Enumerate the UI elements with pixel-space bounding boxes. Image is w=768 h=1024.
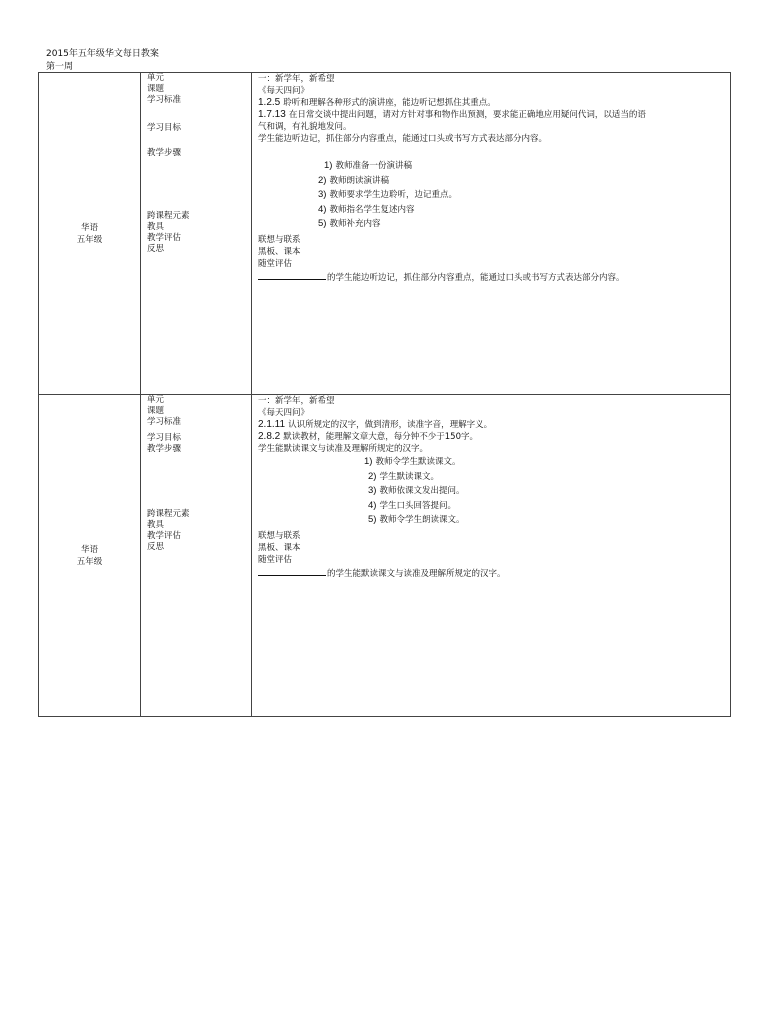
steps-list [258,455,724,528]
unit-label: 单元 [147,395,165,405]
step-number: 5) [368,514,377,525]
standard-item [258,109,724,121]
topic-value: 《每天四问》 [258,408,310,418]
step-item [318,188,724,203]
subject-name: 华语 [80,222,98,233]
standard-text: 认识所规定的汉字，做到清形，读准字音，理解字义。 [288,420,493,430]
step-number: 1) [364,456,373,467]
cross-label: 跨课程元素 [147,509,190,519]
objective-label: 学习目标 [147,433,182,443]
document-title: 2015年五年级华文每日教案 [46,49,159,59]
step-number: 5) [318,218,327,229]
step-item [364,455,724,470]
standard-item [258,419,724,431]
lesson-row [39,395,731,717]
reflection-line [258,566,724,580]
topic-value: 《每天四问》 [258,86,310,96]
cross-label: 跨课程元素 [147,211,190,221]
label-column [141,395,252,717]
aids-value: 黑板、课本 [258,542,301,553]
standard-item [258,431,724,443]
standard-text: 气和调，有礼貌地发问。 [258,122,352,132]
step-item [368,484,724,499]
reflection-blank [258,566,326,576]
step-item [368,470,724,485]
step-text: 教师要求学生边聆听，边记重点。 [329,190,457,200]
objective-value: 学生能默读课文与读准及理解所规定的汉字。 [258,444,429,454]
content-column [252,73,731,395]
standard-code: 2.8.2 [258,431,281,442]
aids-label: 教具 [147,520,165,530]
step-text: 教师依课文发出提问。 [379,486,465,496]
objective-value: 学生能边听边记，抓住部分内容重点，能通过口头或书写方式表达部分内容。 [258,134,548,144]
topic-label: 课题 [147,406,165,416]
standard-code: 1.2.5 [258,97,281,108]
label-column [141,73,252,395]
grade-name: 五年级 [76,234,103,245]
step-number: 3) [318,189,327,200]
reflection-blank [258,270,326,280]
step-text: 教师补充内容 [329,219,381,229]
reflection-value: 的学生能默读课文与读准及理解所规定的汉字。 [327,568,506,579]
standard-code: 2.1.11 [258,419,286,430]
unit-value: 一：新学年，新希望 [258,396,335,406]
step-item [368,499,724,514]
step-text: 教师准备一份演讲稿 [335,161,412,171]
document-header [46,48,159,74]
subject-cell [39,73,141,395]
step-number: 3) [368,485,377,496]
steps-list [258,159,724,232]
reflection-value: 的学生能边听边记，抓住部分内容重点，能通过口头或书写方式表达部分内容。 [327,272,625,283]
step-number: 2) [368,470,377,482]
step-item [324,159,724,174]
step-number: 2) [318,174,327,186]
assessment-value: 随堂评估 [258,258,293,269]
step-item [318,174,724,189]
subject-cell [39,395,141,717]
step-item [318,217,724,232]
cross-value: 联想与联系 [258,234,301,245]
standard-item [258,121,724,133]
standard-text: 默读教材，能理解文章大意，每分钟不少于150字。 [283,432,478,442]
step-number: 4) [318,203,327,215]
standard-text: 在日常交谈中提出问题，请对方针对事和物作出预测，要求能正确地应用疑问代词，以适当的语 [288,110,646,120]
lesson-plan-table [38,72,731,717]
step-item [318,203,724,218]
reflection-label: 反思 [147,244,165,254]
content-column [252,395,731,717]
aids-value: 黑板、课本 [258,246,301,257]
assessment-label: 教学评估 [147,233,182,243]
step-text: 教师令学生默读课文。 [375,457,461,467]
objective-label: 学习目标 [147,123,182,133]
cross-value: 联想与联系 [258,530,301,541]
subject-name: 华语 [80,544,98,555]
reflection-line [258,270,724,284]
assessment-value: 随堂评估 [258,554,293,565]
aids-label: 教具 [147,222,165,232]
assessment-label: 教学评估 [147,531,182,541]
step-text: 学生默读课文。 [379,471,439,482]
standard-item [258,97,724,109]
lesson-row [39,73,731,395]
step-text: 教师令学生朗读课文。 [379,515,465,525]
steps-label: 教学步骤 [147,148,182,158]
standard-text: 聆听和理解各种形式的演讲座，能边听记想抓住其重点。 [283,98,496,108]
standard-label: 学习标准 [147,95,182,105]
topic-label: 课题 [147,84,165,94]
week-label: 第一周 [46,62,74,72]
unit-value: 一：新学年，新希望 [258,74,335,84]
step-number: 1) [324,160,333,171]
standard-code: 1.7.13 [258,109,286,120]
step-text: 学生口头回答提问。 [379,500,456,511]
step-item [368,513,724,528]
step-text: 教师朗读演讲稿 [329,175,389,186]
standard-label: 学习标准 [147,417,182,427]
reflection-label: 反思 [147,542,165,552]
step-number: 4) [368,499,377,511]
grade-name: 五年级 [76,556,103,567]
steps-label: 教学步骤 [147,444,182,454]
step-text: 教师指名学生复述内容 [329,204,415,215]
unit-label: 单元 [147,73,165,83]
